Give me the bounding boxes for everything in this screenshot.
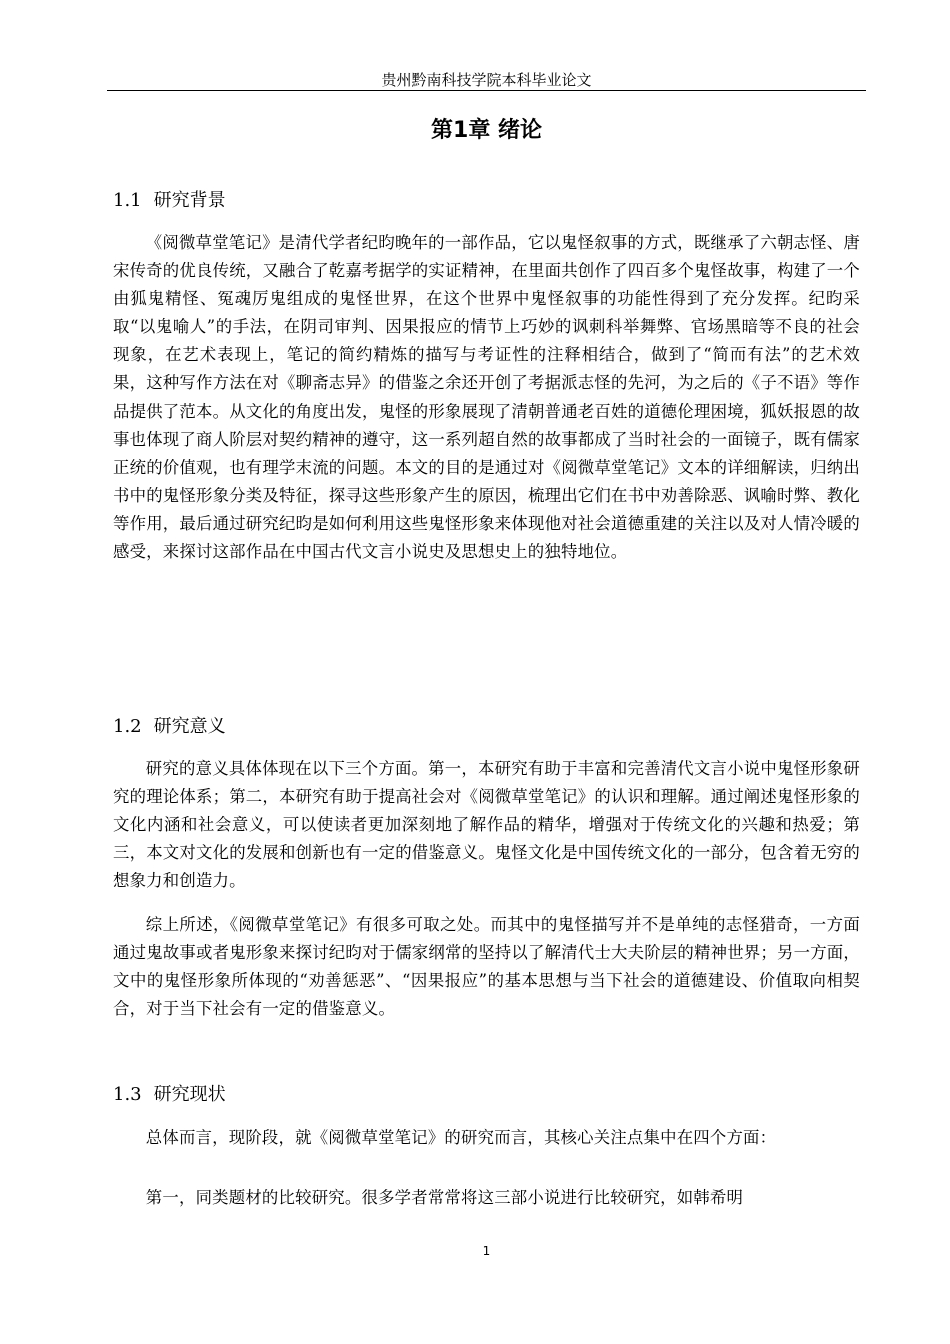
section-heading-1-2 — [113, 715, 226, 739]
section-number: 1.1 — [113, 190, 142, 211]
paragraph-status-2: 第一，同类题材的比较研究。很多学者常常将这三部小说进行比较研究，如韩希明 — [145, 1188, 744, 1207]
chapter-title: 第1章 绪论 — [431, 118, 542, 143]
header-rule — [107, 90, 866, 91]
page-number: 1 — [482, 1244, 491, 1258]
section-heading-1-3 — [113, 1083, 226, 1107]
paragraph-status-1: 总体而言，现阶段，就《阅微草堂笔记》的研究而言，其核心关注点集中在四个方面： — [145, 1128, 777, 1147]
paragraph-significance-1: 研究的意义具体体现在以下三个方面。第一，本研究有助于丰富和完善清代文言小说中鬼怪形象研究的理论体系；第二，本研究有助于提高社会对《阅微草堂笔记》的认识和理解。通过阐述鬼怪形象的文化内涵和社会意义，可以使读者更加深刻地了解作品的精华，增强对于传统文化的兴趣和热爱；第三，本文对文化的发展和创新也有一定的借鉴意义。鬼怪文化是中国传统文化的一部分，包含着无穷的想象力和创造力。 — [113, 759, 860, 891]
section-title-text: 研究意义 — [153, 716, 226, 737]
section-title-text: 研究现状 — [153, 1084, 226, 1105]
section-number: 1.2 — [113, 716, 142, 737]
section-title-text: 研究背景 — [153, 190, 226, 211]
section-heading-1-1 — [113, 189, 226, 213]
paragraph-background: 《阅微草堂笔记》是清代学者纪昀晚年的一部作品，它以鬼怪叙事的方式，既继承了六朝志怪、唐宋传奇的优良传统，又融合了乾嘉考据学的实证精神，在里面共创作了四百多个鬼怪故事，构建了一个由狐鬼精怪、冤魂厉鬼组成的鬼怪世界，在这个世界中鬼怪叙事的功能性得到了充分发挥。纪昀采取“以鬼喻人”的手法，在阴司审判、因果报应的情节上巧妙的讽刺科举舞弊、官场黑暗等不良的社会现象，在艺术表现上，笔记的简约精炼的描写与考证性的注释相结合，做到了“简而有法”的艺术效果，这种写作方法在对《聊斋志异》的借鉴之余还开创了考据派志怪的先河，为之后的《子不语》等作品提供了范本。从文化的角度出发，鬼怪的形象展现了清朝普通老百姓的道德伦理困境，狐妖报恩的故事也体现了商人阶层对契约精神的遵守，这一系列超自然的故事都成了当时社会的一面镜子，既有儒家正统的价值观，也有理学末流的问题。本文的目的是通过对《阅微草堂笔记》文本的详细解读，归纳出书中的鬼怪形象分类及特征，探寻这些形象产生的原因，梳理出它们在书中劝善除恶、讽喻时弊、教化等作用，最后通过研究纪昀是如何利用这些鬼怪形象来体现他对社会道德重建的关注以及对人情冷暖的感受，来探讨这部作品在中国古代文言小说史及思想史上的独特地位。 — [113, 233, 860, 562]
running-header: 贵州黔南科技学院本科毕业论文 — [381, 71, 592, 89]
paragraph-significance-2: 综上所述，《阅微草堂笔记》有很多可取之处。而其中的鬼怪描写并不是单纯的志怪猎奇，一方面通过鬼故事或者鬼形象来探讨纪昀对于儒家纲常的坚持以了解清代士大夫阶层的精神世界；另一方面，文中的鬼怪形象所体现的“劝善惩恶”、“因果报应”的基本思想与当下社会的道德建设、价值取向相契合，对于当下社会有一定的借鉴意义。 — [113, 915, 860, 1019]
section-number: 1.3 — [113, 1084, 142, 1105]
